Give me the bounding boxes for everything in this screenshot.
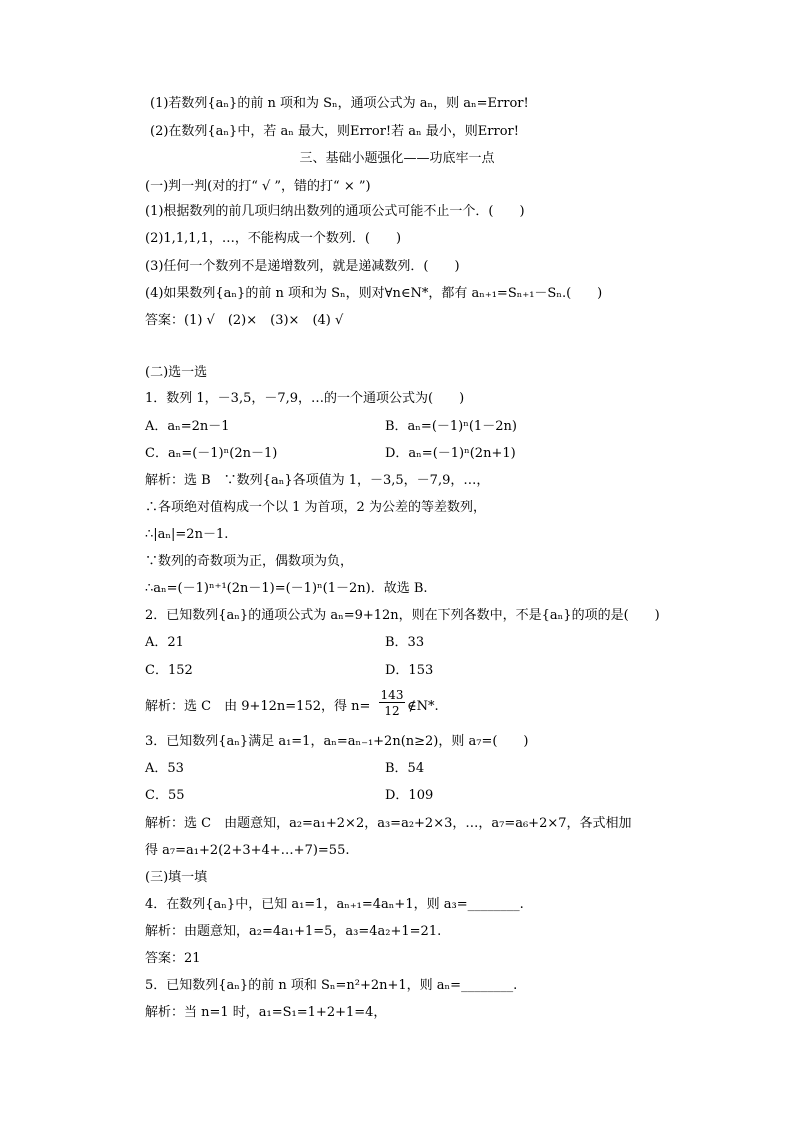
judge-item-4: (4)如果数列{aₙ}的前 n 项和为 Sₙ，则对∀n∈N*，都有 aₙ₊₁=Sₙ₊₁－Sₙ.( ) bbox=[145, 286, 603, 301]
q5-solution: 解析：当 n=1 时，a₁=S₁=1+2+1=4， bbox=[145, 1005, 387, 1020]
q1-option-a: A．aₙ=2n－1 bbox=[145, 419, 230, 434]
question-3: 3．已知数列{aₙ}满足 a₁=1，aₙ=aₙ₋₁+2n(n≥2)，则 a₇=( ) bbox=[145, 734, 529, 749]
q4-answer: 答案：21 bbox=[145, 951, 201, 966]
q1-solution-3: ∴|aₙ|=2n－1. bbox=[145, 527, 229, 542]
q2-solution-text: 解析：选 C 由 9+12n=152，得 n= bbox=[145, 699, 371, 714]
question-1: 1．数列 1，－3,5，－7,9，…的一个通项公式为( ) bbox=[145, 391, 465, 406]
subsection-fill: (三)填一填 bbox=[145, 870, 208, 885]
question-4: 4．在数列{aₙ}中，已知 a₁=1，aₙ₊₁=4aₙ+1，则 a₃=________. bbox=[145, 897, 524, 912]
question-2: 2．已知数列{aₙ}的通项公式为 aₙ=9+12n，则在下列各数中，不是{aₙ}的项的是( ) bbox=[145, 608, 660, 623]
q3-solution-1: 解析：选 C 由题意知，a₂=a₁+2×2，a₃=a₂+2×3，…，a₇=a₆+2×7，各式相加 bbox=[145, 816, 632, 831]
q2-fraction-numerator: 143 bbox=[380, 688, 404, 702]
q1-option-b: B．aₙ=(－1)ⁿ(1－2n) bbox=[385, 419, 517, 434]
q1-option-d: D．aₙ=(－1)ⁿ(2n+1) bbox=[385, 446, 516, 461]
q1-solution-4: ∵数列的奇数项为正，偶数项为负， bbox=[145, 554, 354, 569]
q2-fraction-denominator: 12 bbox=[384, 704, 400, 718]
q2-solution-tail: ∉N*. bbox=[407, 699, 439, 714]
line-sum-formula: (1)若数列{aₙ}的前 n 项和为 Sₙ，通项公式为 aₙ，则 aₙ=Error! bbox=[150, 96, 529, 111]
q1-option-c: C．aₙ=(－1)ⁿ(2n－1) bbox=[145, 446, 278, 461]
subsection-choose: (二)选一选 bbox=[145, 365, 208, 380]
q3-option-a: A．53 bbox=[145, 761, 184, 776]
q2-option-d: D．153 bbox=[385, 663, 434, 678]
judge-item-2: (2)1,1,1,1，…，不能构成一个数列．( ) bbox=[145, 231, 402, 246]
q3-option-d: D．109 bbox=[385, 788, 434, 803]
q1-solution-2: ∴各项绝对值构成一个以 1 为首项，2 为公差的等差数列， bbox=[145, 500, 486, 515]
q2-option-b: B．33 bbox=[385, 635, 425, 650]
judge-item-3: (3)任何一个数列不是递增数列，就是递减数列．( ) bbox=[145, 259, 460, 274]
q1-solution-1: 解析：选 B ∵数列{aₙ}各项值为 1，－3,5，－7,9，…， bbox=[145, 473, 490, 488]
judge-answer: 答案：(1) √ (2)× (3)× (4) √ bbox=[145, 313, 344, 328]
q3-option-c: C．55 bbox=[145, 788, 185, 803]
q2-option-c: C．152 bbox=[145, 663, 193, 678]
line-max-min: (2)在数列{aₙ}中，若 aₙ 最大，则Error!若 aₙ 最小，则Error! bbox=[150, 124, 519, 139]
subsection-judge: (一)判一判(对的打“ √ ”，错的打“ × ”) bbox=[145, 179, 371, 194]
judge-item-1: (1)根据数列的前几项归纳出数列的通项公式可能不止一个．( ) bbox=[145, 204, 525, 219]
q3-solution-2: 得 a₇=a₁+2(2+3+4+…+7)=55. bbox=[145, 843, 350, 858]
section-heading: 三、基础小题强化——功底牢一点 bbox=[299, 151, 495, 166]
q1-solution-5: ∴aₙ=(－1)ⁿ⁺¹(2n－1)=(－1)ⁿ(1－2n)．故选 B. bbox=[145, 581, 428, 596]
q4-solution: 解析：由题意知，a₂=4a₁+1=5，a₃=4a₂+1=21. bbox=[145, 924, 442, 939]
question-5: 5．已知数列{aₙ}的前 n 项和 Sₙ=n²+2n+1，则 aₙ=________. bbox=[145, 978, 518, 993]
q3-option-b: B．54 bbox=[385, 761, 425, 776]
q2-option-a: A．21 bbox=[145, 635, 184, 650]
